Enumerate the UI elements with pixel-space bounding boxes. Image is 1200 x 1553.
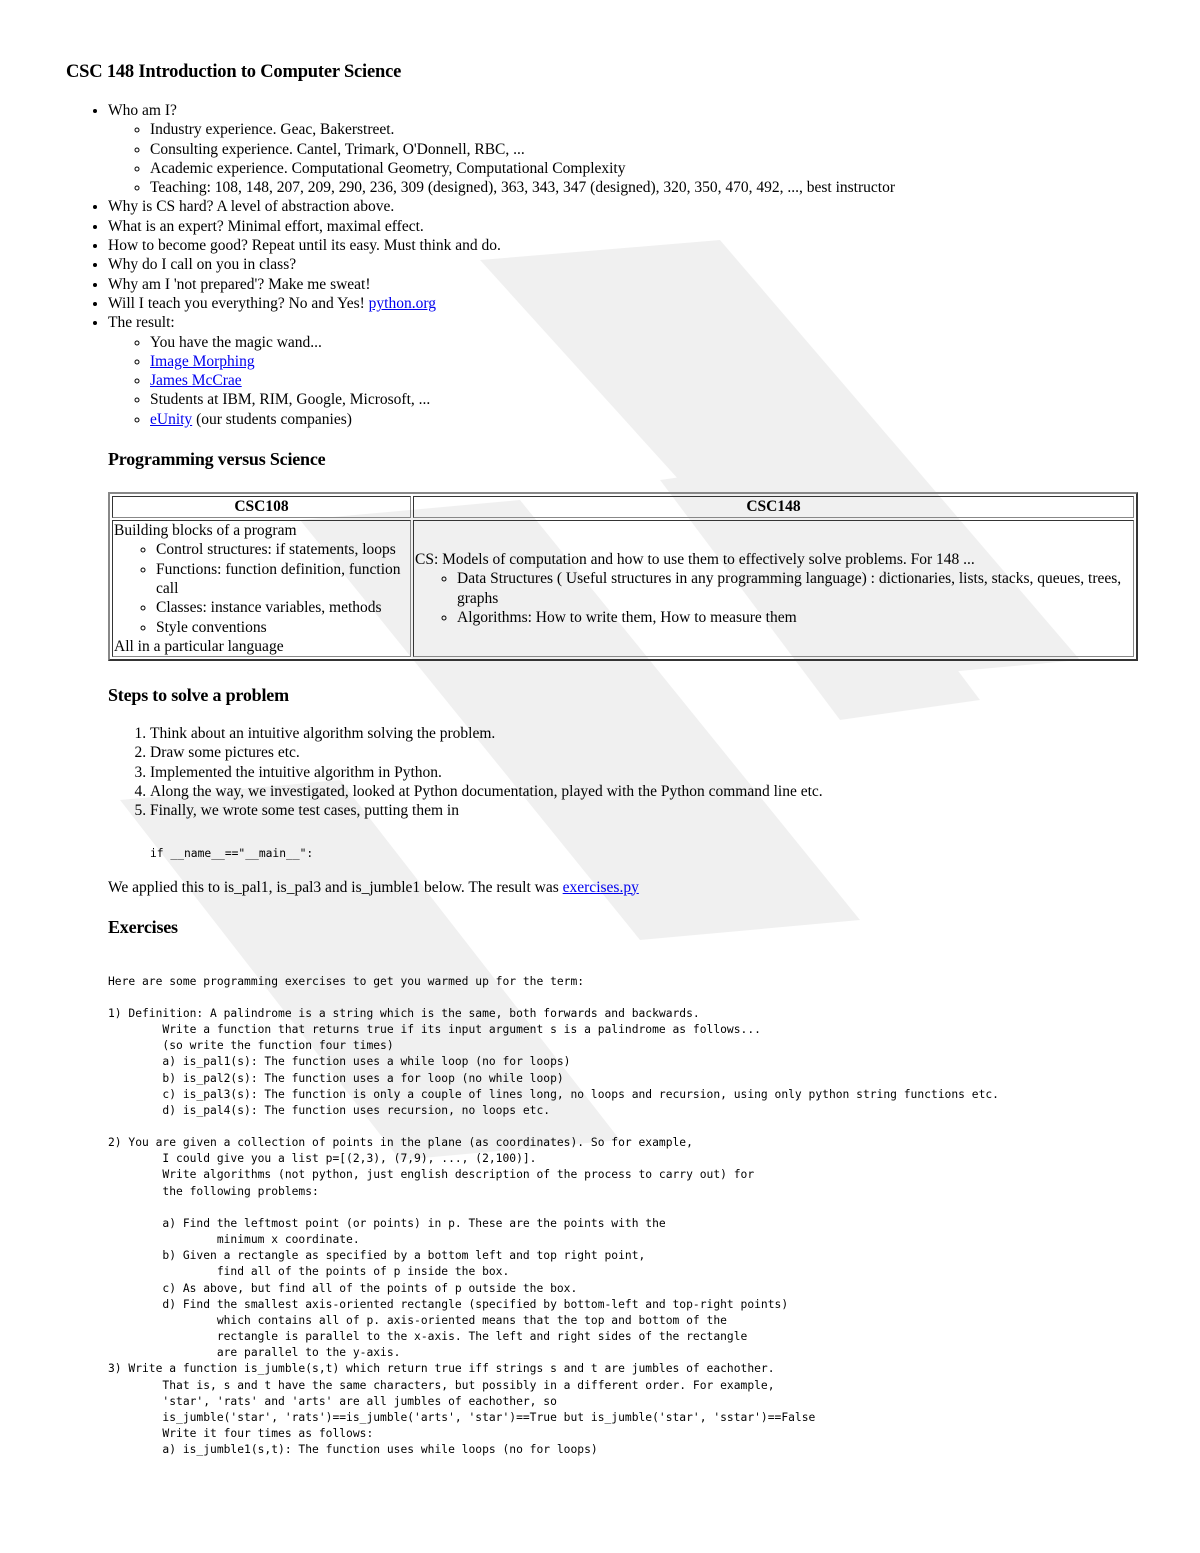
result-text: We applied this to is_pal1, is_pal3 and is_jumble1 below. The result was	[108, 878, 563, 896]
eunity-suffix: (our students companies)	[192, 410, 352, 428]
list-item: 2. Draw some pictures etc.	[150, 743, 1146, 762]
exercises-py-link[interactable]: exercises.py	[562, 878, 639, 896]
image-morphing-link[interactable]: Image Morphing	[150, 352, 255, 370]
list-item: ◦ Functions: function definition, function call	[156, 560, 409, 599]
list-item	[150, 410, 1146, 429]
list-item: ◦ Control structures: if statements, loops	[156, 540, 409, 559]
list-item	[150, 352, 1146, 371]
list-item: 4. Along the way, we investigated, looked at Python documentation, played with the Python command line etc.	[150, 782, 1146, 801]
list-item: • Why am I 'not prepared'? Make me sweat!	[108, 275, 1146, 294]
list-item	[108, 313, 1146, 429]
list-item: ◦ Data Structures ( Useful structures in any programming language) : dictionaries, lists, stacks, queues, trees, graphs	[457, 569, 1132, 608]
james-mccrae-link[interactable]: James McCrae	[150, 372, 242, 390]
table-cell-csc108	[112, 520, 411, 657]
comparison-table	[108, 492, 1138, 661]
cell-outro: All in a particular language	[114, 637, 284, 655]
sub-list	[415, 569, 1132, 627]
eunity-link[interactable]: eUnity	[150, 410, 193, 428]
list-item: ◦ Algorithms: How to write them, How to measure them	[457, 608, 1132, 627]
list-item: ◦ You have the magic wand...	[150, 333, 1146, 352]
list-item	[150, 371, 1146, 390]
code-snippet: if __name__=="__main__":	[150, 846, 314, 860]
list-item	[108, 101, 1146, 197]
list-item: • What is an expert? Minimal effort, maximal effect.	[108, 217, 1146, 236]
table-header-csc108: CSC108	[112, 496, 411, 518]
steps-list	[108, 724, 1146, 820]
list-item: ◦ Consulting experience. Cantel, Trimark, O'Donnell, RBC, ...	[150, 140, 1146, 159]
exercises-text: Here are some programming exercises to get you warmed up for the term: 1) Definition: A palindrome is a string which is the same, both forwards and backwards. Write a function that returns true if its input argument s is a palindrome as follows... (so write the function four times) a) is_pal1(s): The function uses a while loop (no for loops) b) is_pal2(s): The function uses a for loop (no while loop) c) is_pal3(s): The function is only a couple of lines long, no loops and recursion, using only python string functions etc. d) is_pal4(s): The function uses recursion, no loops etc. 2) You are given a collection of points in the plane (as coordinates). So for example, I could give you a list p=[(2,3), (7,9), ..., (2,100)]. Write algorithms (not python, just english description of the process to carry out) for the following problems: a) Find the leftmost point (or points) in p. These are the points with the minimum x coordinate. b) Given a rectangle as specified by a bottom left and top right point, find all of the points of p inside the box. c) As above, but find all of the points of p outside the box. d) Find the smallest axis-oriented rectangle (specified by bottom-left and top-right points) which contains all of p. axis-oriented means that the top and bottom of the rectangle is parallel to the x-axis. The left and right sides of the rectangle are parallel to the y-axis. 3) Write a function is_jumble(s,t) which return true iff strings s and t are jumbles of eachother. That is, s and t have the same characters, but possibly in a different order. For example, 'star', 'rats' and 'arts' are all jumbles of eachother, so is_jumble('star', 'rats')==is_jumble('arts', 'star')==True but is_jumble('star', 'sstar')==False Write it four times as follows: a) is_jumble1(s,t): The function uses while loops (no for loops)	[108, 974, 999, 1457]
table-header-row	[112, 496, 1134, 518]
list-item-text: Will I teach you everything? No and Yes!	[108, 294, 365, 312]
list-item: ◦ Industry experience. Geac, Bakerstreet.	[150, 120, 1146, 139]
section-heading-programming: Programming versus Science	[108, 449, 326, 470]
result-paragraph	[108, 878, 1146, 897]
list-item-text: The result:	[108, 314, 175, 332]
intro-list	[66, 101, 1146, 429]
list-item: • Why is CS hard? A level of abstraction above.	[108, 197, 1146, 216]
list-item: ◦ Classes: instance variables, methods	[156, 598, 409, 617]
sub-list	[108, 120, 1146, 197]
list-item: • How to become good? Repeat until its easy. Must think and do.	[108, 236, 1146, 255]
cell-intro: Building blocks of a program	[114, 522, 297, 540]
table-cell-csc148	[413, 520, 1134, 657]
list-item: 5. Finally, we wrote some test cases, putting them in	[150, 801, 1146, 820]
sub-list	[108, 333, 1146, 429]
list-item-text: Who am I?	[108, 102, 177, 119]
table-row	[112, 520, 1134, 657]
list-item: • Why do I call on you in class?	[108, 255, 1146, 274]
section-heading-steps: Steps to solve a problem	[108, 685, 289, 706]
python-org-link[interactable]: python.org	[368, 294, 436, 312]
list-item: ◦ Style conventions	[156, 618, 409, 637]
sub-list	[114, 540, 409, 636]
list-item: 3. Implemented the intuitive algorithm in Python.	[150, 763, 1146, 782]
cell-intro: CS: Models of computation and how to use them to effectively solve problems. For 148 ...	[415, 550, 975, 568]
section-heading-exercises: Exercises	[108, 916, 178, 937]
table-header-csc148: CSC148	[413, 496, 1134, 518]
list-item	[108, 294, 1146, 313]
list-item: ◦ Academic experience. Computational Geometry, Computational Complexity	[150, 159, 1146, 178]
list-item: ◦ Students at IBM, RIM, Google, Microsoft, ...	[150, 390, 1146, 409]
page-title: CSC 148 Introduction to Computer Science	[66, 62, 402, 82]
list-item: ◦ Teaching: 108, 148, 207, 209, 290, 236, 309 (designed), 363, 343, 347 (designed), 320, 350, 470, 492, ..., best instructor	[150, 178, 1146, 197]
list-item: 1. Think about an intuitive algorithm solving the problem.	[150, 724, 1146, 743]
